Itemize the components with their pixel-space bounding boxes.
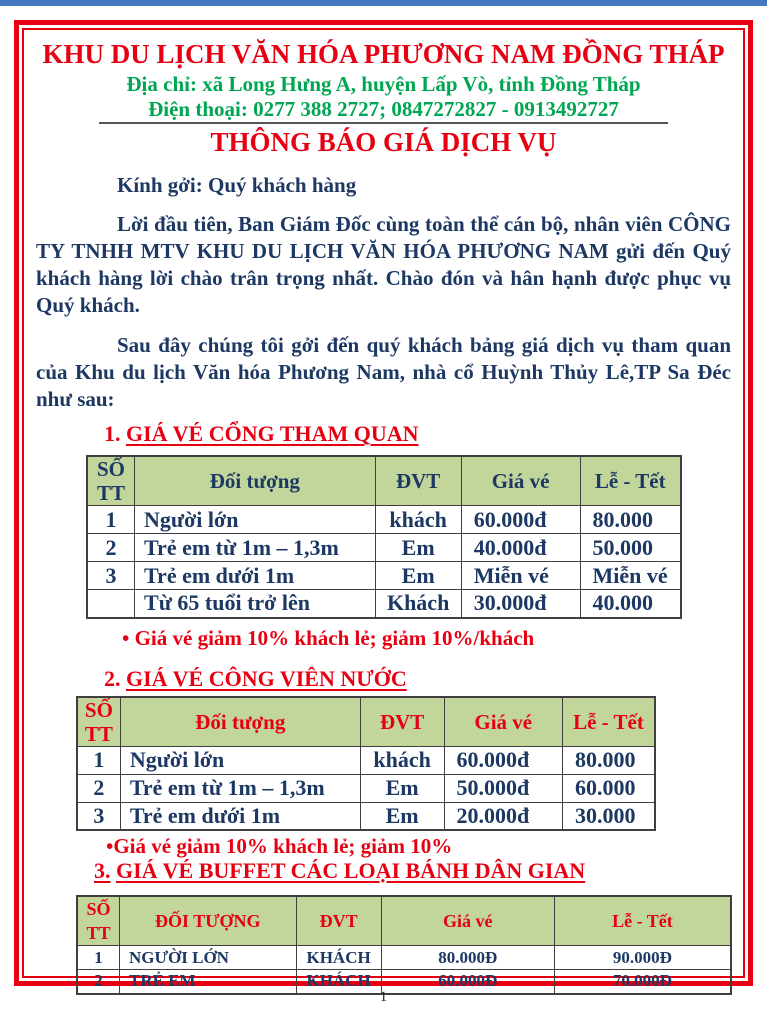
table-cell: Trẻ em từ 1m – 1,3m [120,774,360,802]
table-cell: Trẻ em từ 1m – 1,3m [135,534,376,562]
organization-title: KHU DU LỊCH VĂN HÓA PHƯƠNG NAM ĐỒNG THÁP [42,39,725,69]
column-header: ĐVT [375,456,461,506]
table-cell: 1 [87,506,135,534]
table-cell: KHÁCH [296,970,381,994]
table-cell: 40.000 [580,590,681,618]
table-cell: 60.000đ [444,746,562,774]
table-cell: Em [360,802,444,830]
document-content [22,28,745,991]
table-header-row [87,456,681,506]
table-cell: 60.000đ [461,506,580,534]
column-header: SỐ TT [87,456,135,506]
section-1-title: GIÁ VÉ CỔNG THAM QUAN [126,421,419,446]
table-cell: 40.000đ [461,534,580,562]
table-cell: 60.000 [563,774,656,802]
table-cell: 1 [77,946,120,970]
header-rule [99,97,669,124]
table-cell: 80.000Đ [381,946,554,970]
notice-title: THÔNG BÁO GIÁ DỊCH VỤ [210,127,557,157]
entrance-ticket-table [86,455,682,619]
table-cell: Trẻ em dưới 1m [135,562,376,590]
table-row [77,946,731,970]
section-3-heading [94,858,731,883]
phone-line: Điện thoại: 0277 388 2727; 0847272827 - 0913492727 [148,97,619,121]
table-cell: 60.000Đ [381,970,554,994]
section-3-title: GIÁ VÉ BUFFET CÁC LOẠI BÁNH DÂN GIAN [116,858,586,883]
table-cell: khách [375,506,461,534]
table-cell: 2 [77,774,120,802]
column-header: Giá vé [444,697,562,747]
page-number: 1 [379,989,388,1005]
table-cell: Người lớn [135,506,376,534]
table-cell: 30.000 [563,802,656,830]
section-1-number: 1. [104,421,121,446]
table-cell: 1 [77,746,120,774]
table-row [77,802,655,830]
table-cell: Em [360,774,444,802]
buffet-ticket-table [76,895,732,995]
table-cell: Em [375,534,461,562]
table-cell: Miễn vé [461,562,580,590]
top-blue-bar [0,0,767,6]
table-row [87,590,681,618]
column-header: SỐ TT [77,697,120,747]
table-row [87,562,681,590]
greeting-line: Kính gởi: Quý khách hàng [117,173,357,197]
table-cell: 90.000Đ [554,946,731,970]
section-2-title: GIÁ VÉ CÔNG VIÊN NƯỚC [126,665,407,691]
section-2-heading [104,666,731,691]
section-2-note: •Giá vé giảm 10% khách lẻ; giảm 10% [106,834,453,858]
table-cell: 20.000đ [444,802,562,830]
table-cell: Miễn vé [580,562,681,590]
table-row [87,534,681,562]
column-header: Lễ - Tết [580,456,681,506]
table-cell: 70.000Đ [554,970,731,994]
table-cell: khách [360,746,444,774]
intro-paragraph: Lời đầu tiên, Ban Giám Đốc cùng toàn thể cán bộ, nhân viên CÔNG TY TNHH MTV KHU DU LỊCH VĂN HÓA PHƯƠNG NAM gửi đến Quý khách hàng lời chào trân trọng nhất. Chào đón và hân hạnh được phục vụ Quý khách. [36,212,731,317]
column-header: Lễ - Tết [563,697,656,747]
column-header: Lễ - Tết [554,896,731,946]
table-cell: 50.000đ [444,774,562,802]
table-cell: NGƯỜI LỚN [120,946,297,970]
column-header: Đối tượng [120,697,360,747]
address-line: Địa chỉ: xã Long Hưng A, huyện Lấp Vò, tỉnh Đồng Tháp [126,72,641,96]
table-cell: 2 [87,534,135,562]
table-cell: Em [375,562,461,590]
table-cell [87,590,135,618]
section-1-heading [104,421,731,446]
table-cell: KHÁCH [296,946,381,970]
column-header: Giá vé [381,896,554,946]
column-header: Giá vé [461,456,580,506]
table-cell: Trẻ em dưới 1m [120,802,360,830]
table-cell: Người lớn [120,746,360,774]
table-cell: Khách [375,590,461,618]
table-cell: 50.000 [580,534,681,562]
table-cell: TRẺ EM [120,970,297,994]
table-cell: 3 [87,562,135,590]
table-cell: 80.000 [580,506,681,534]
table-row [77,774,655,802]
table-row [77,746,655,774]
section-1-note: • Giá vé giảm 10% khách lẻ; giảm 10%/khách [122,625,535,650]
table-cell: Từ 65 tuổi trở lên [135,590,376,618]
pricing-intro-paragraph: Sau đây chúng tôi gởi đến quý khách bảng giá dịch vụ tham quan của Khu du lịch Văn hóa Phương Nam, nhà cổ Huỳnh Thủy Lê,TP Sa Đéc như sau: [36,333,731,411]
table-cell: 80.000 [563,746,656,774]
table-cell: 30.000đ [461,590,580,618]
table-header-row [77,896,731,946]
column-header: ĐVT [296,896,381,946]
red-border-frame [14,20,753,991]
section-3-number: 3. [94,858,111,883]
table-cell: 2 [77,970,120,994]
column-header: SỐ TT [77,896,120,946]
table-row [87,506,681,534]
section-2-number: 2. [104,665,121,691]
table-header-row [77,697,655,747]
water-park-ticket-table [76,696,656,832]
column-header: Đối tượng [135,456,376,506]
column-header: ĐVT [360,697,444,747]
table-cell: 3 [77,802,120,830]
column-header: ĐỐI TƯỢNG [120,896,297,946]
